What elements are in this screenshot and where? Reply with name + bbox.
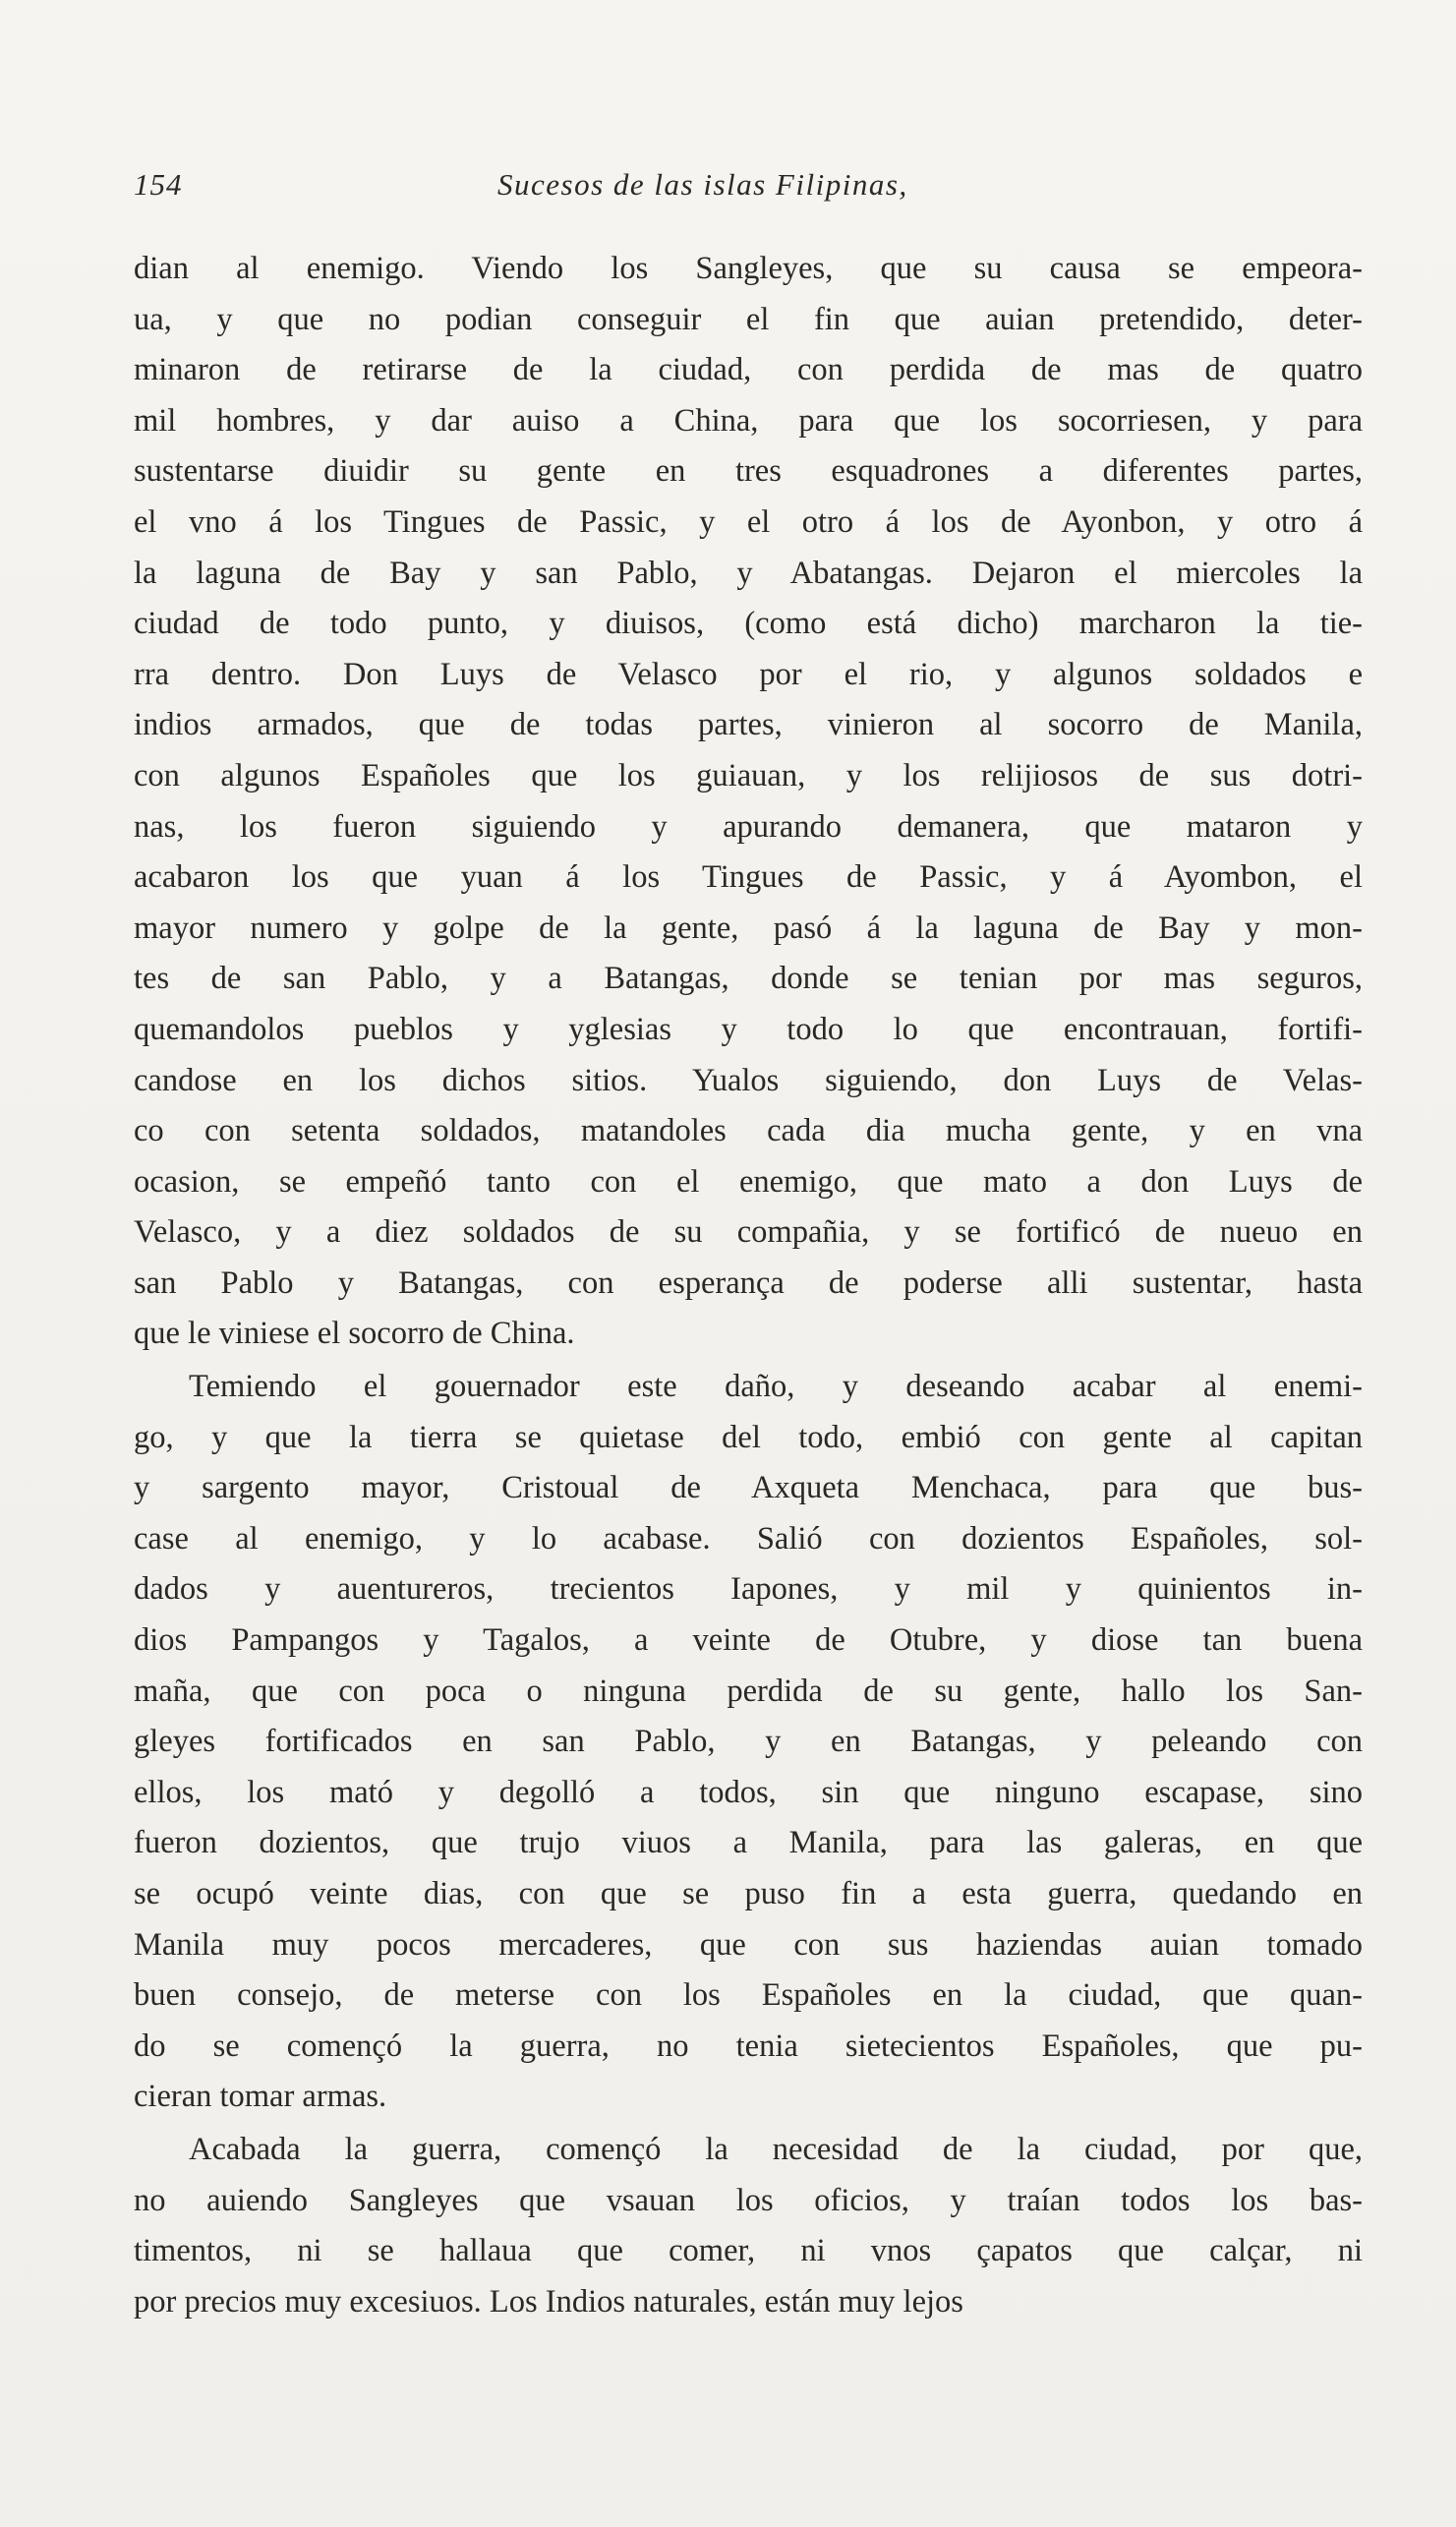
text-line: que le viniese el socorro de China. [134,1316,575,1352]
text-line: Temiendo el gouernador este daño, y deseando acabar al enemi- [189,1369,1363,1405]
text-line: mil hombres, y dar auiso a China, para que los socorriesen, y para [134,402,1363,439]
text-line: la laguna de Bay y san Pablo, y Abatangas. Dejaron el miercoles la [134,555,1363,591]
text-line: dios Pampangos y Tagalos, a veinte de Otubre, y diose tan buena [134,1622,1363,1659]
text-line: timentos, ni se hallaua que comer, ni vnos çapatos que calçar, ni [134,2233,1363,2269]
text-line: tes de san Pablo, y a Batangas, donde se tenian por mas seguros, [134,961,1363,997]
text-line: co con setenta soldados, matandoles cada dia mucha gente, y en vna [134,1113,1363,1149]
text-line: rra dentro. Don Luys de Velasco por el rio, y algunos soldados e [134,656,1363,692]
text-line: candose en los dichos sitios. Yualos siguiendo, don Luys de Velas- [134,1062,1363,1098]
text-line: san Pablo y Batangas, con esperança de poderse alli sustentar, hasta [134,1264,1363,1301]
text-line: fueron dozientos, que trujo viuos a Manila, para las galeras, en que [134,1825,1363,1861]
text-line: minaron de retirarse de la ciudad, con perdida de mas de quatro [134,352,1363,388]
text-line: y sargento mayor, Cristoual de Axqueta Menchaca, para que bus- [134,1470,1363,1506]
page-number: 154 [134,167,183,202]
text-line: por precios muy excesiuos. Los Indios naturales, están muy lejos [134,2283,963,2320]
text-line: con algunos Españoles que los guiauan, y los relijiosos de sus dotri- [134,757,1363,793]
text-line: do se començó la guerra, no tenia sietecientos Españoles, que pu- [134,2027,1363,2064]
body-text [134,244,1363,2327]
text-line: ellos, los mató y degolló a todos, sin que ninguno escapase, sino [134,1774,1363,1810]
text-line: go, y que la tierra se quietase del todo, embió con gente al capitan [134,1419,1363,1455]
text-line: Manila muy pocos mercaderes, que con sus haziendas auian tomado [134,1926,1363,1963]
text-line: ciudad de todo punto, y diuisos, (como está dicho) marcharon la tie- [134,606,1363,642]
text-line: case al enemigo, y lo acabase. Salió con dozientos Españoles, sol- [134,1520,1363,1557]
text-line: se ocupó veinte dias, con que se puso fin a esta guerra, quedando en [134,1876,1363,1911]
paragraph [134,244,1363,1360]
text-line: ocasion, se empeñó tanto con el enemigo, que mato a don Luys de [134,1163,1363,1200]
paragraph [134,1362,1363,2123]
text-line: acabaron los que yuan á los Tingues de Passic, y á Ayombon, el [134,859,1363,896]
text-line: el vno á los Tingues de Passic, y el otro á los de Ayonbon, y otro á [134,503,1363,540]
text-line: maña, que con poca o ninguna perdida de su gente, hallo los San- [134,1673,1363,1709]
text-line: mayor numero y golpe de la gente, pasó á la laguna de Bay y mon- [134,910,1363,946]
paragraph [134,2125,1363,2327]
text-line: gleyes fortificados en san Pablo, y en Batangas, y peleando con [134,1724,1363,1760]
text-line: dian al enemigo. Viendo los Sangleyes, que su causa se empeora- [134,251,1363,286]
running-head: Sucesos de las islas Filipinas, [497,167,908,202]
text-line: buen consejo, de meterse con los Españoles en la ciudad, que quan- [134,1977,1363,2014]
text-line: quemandolos pueblos y yglesias y todo lo que encontrauan, fortifi- [134,1011,1363,1047]
text-line: ua, y que no podian conseguir el fin que auian pretendido, deter- [134,301,1363,337]
text-line: nas, los fueron siguiendo y apurando demanera, que mataron y [134,808,1363,845]
text-line: dados y auentureros, trecientos Iapones, y mil y quinientos in- [134,1571,1363,1608]
text-line: sustentarse diuidir su gente en tres esquadrones a diferentes partes, [134,453,1363,490]
text-line: indios armados, que de todas partes, vinieron al socorro de Manila, [134,707,1363,743]
paragraph-container [134,244,1363,2327]
page-header [134,167,1363,216]
text-line: Velasco, y a diez soldados de su compañia, y se fortificó de nueuo en [134,1214,1363,1251]
text-line: no auiendo Sangleyes que vsauan los oficios, y traían todos los bas- [134,2182,1363,2218]
text-line: cieran tomar armas. [134,2079,387,2115]
text-line: Acabada la guerra, començó la necesidad de la ciudad, por que, [189,2131,1363,2167]
